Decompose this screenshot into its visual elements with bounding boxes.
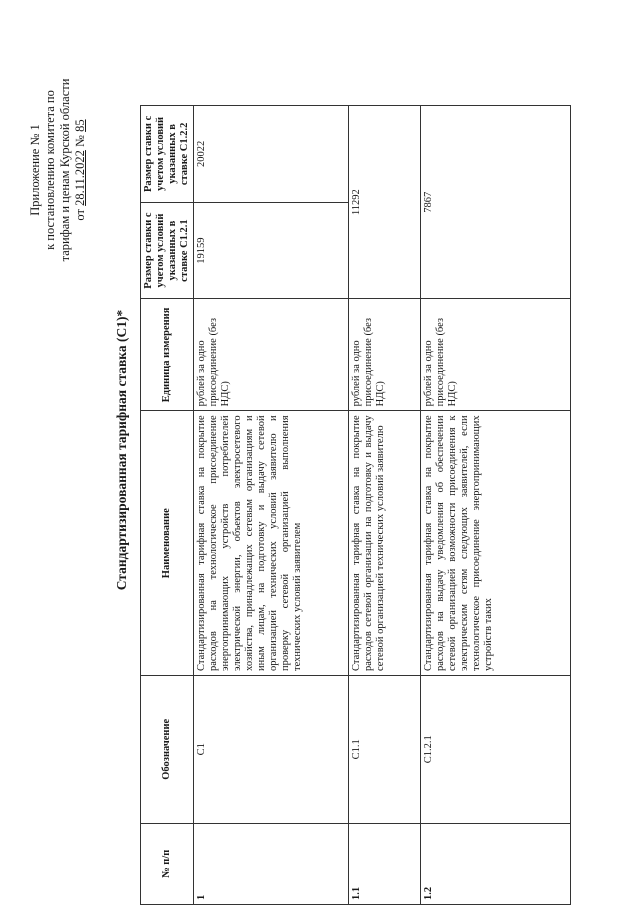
header-rate-1: Размер ставки с учетом условий указанных в ставке С1.2.1 (141, 202, 194, 299)
row-code: С1.1 (349, 676, 421, 824)
row-rate-1: 19159 (194, 202, 349, 299)
table-header-row (141, 106, 194, 905)
appendix-block (28, 20, 88, 320)
header-name: Наименование (141, 411, 194, 676)
row-number: 1 (194, 823, 349, 904)
appendix-number-sign: № (73, 131, 87, 151)
appendix-date-prefix: от (73, 205, 87, 221)
row-name: Стандартизированная тарифная ставка на покрытие расходов на технологическое присоединение энергопринимающих устройств потребителей электрической энергии, объектов электросетевого хозяйства, принадлежащих сетевым организациям и иным лицам, на подготовку и выдачу сетевой организацией технических условий заявителю и проверку сетевой организацией выполнения технических условий заявителем (194, 411, 349, 676)
header-code: Обозначение (141, 676, 194, 824)
row-rate-merged: 11292 (349, 106, 421, 299)
appendix-number: 85 (73, 119, 87, 132)
row-name: Стандартизированная тарифная ставка на покрытие расходов сетевой организации на подготовку и выдачу сетевой организацией технических условий заявителю (349, 411, 421, 676)
appendix-line-4 (73, 20, 88, 320)
row-rate-merged: 7867 (421, 106, 571, 299)
tariff-table (140, 105, 571, 905)
row-number: 1.1 (349, 823, 421, 904)
row-code: С1.2.1 (421, 676, 571, 824)
appendix-line-3: тарифам и ценам Курской области (58, 78, 72, 262)
row-rate-2: 20022 (194, 106, 349, 203)
appendix-line-1: Приложение № 1 (28, 124, 42, 216)
header-unit: Единица измерения (141, 299, 194, 411)
row-unit: рублей за одно присоединение (без НДС) (421, 299, 571, 411)
header-number: № п/п (141, 823, 194, 904)
row-code: С1 (194, 676, 349, 824)
page-title: Стандартизированная тарифная ставка (С1)* (114, 309, 129, 591)
table-row (194, 106, 349, 905)
row-unit: рублей за одно присоединение (без НДС) (349, 299, 421, 411)
table-row (421, 106, 571, 905)
row-unit: рублей за одно присоединение (без НДС) (194, 299, 349, 411)
row-number: 1.2 (421, 823, 571, 904)
table-row (349, 106, 421, 905)
row-name: Стандартизированная тарифная ставка на покрытие расходов на выдачу уведомления об обеспечении сетевой организацией возможности присоединения к электрическим сетям следующих заявителей, если технологическое присоединение энергопринимающих устройств таких (421, 411, 571, 676)
header-rate-2: Размер ставки с учетом условий указанных в ставке С1.2.2 (141, 106, 194, 203)
appendix-line-2: к постановлению комитета по (43, 90, 57, 250)
appendix-date: 28.11.2022 (73, 150, 87, 206)
